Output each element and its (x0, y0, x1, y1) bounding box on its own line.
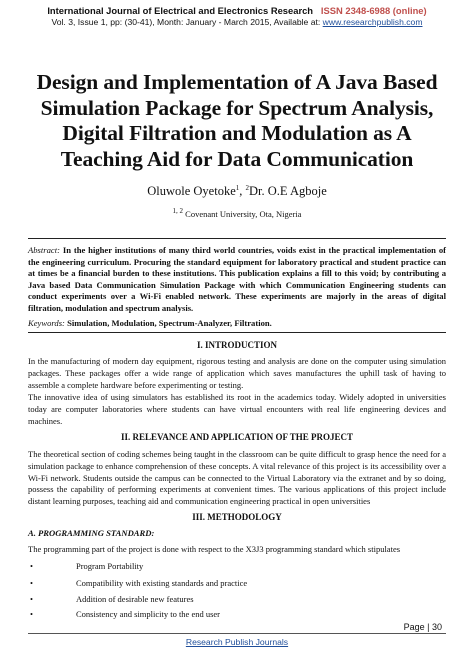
list-item-text: Consistency and simplicity to the end user (76, 609, 221, 619)
abstract-text: In the higher institutions of many third world countries, voids exist in the practical implementation of the engineering curriculum. Procuring the standard equipment for laboratory practical and student practice can at times be a financial burden to these institutions. This publication explains a fill to this void; by contributing a Java based Data Communication Simulation Package with which Communication Engineering students can conduct experiments over a Wi-Fi enabled network. These experiments are majorly in the areas of digital filtration, modulation and spectrum analysis. (28, 245, 446, 313)
author-1: Oluwole Oyetoke (147, 184, 236, 199)
section-heading-methodology: III. METHODOLOGY (192, 512, 282, 522)
page-number: Page | 30 (403, 622, 442, 632)
paper-title: Design and Implementation of A Java Based Simulation Package for Spectrum Analysis, Digital Filtration and Modulation as A Teaching Aid for Data Communication (36, 70, 438, 171)
author-2: Dr. O.E Agboje (249, 184, 327, 199)
abstract-bottom-rule (28, 332, 446, 333)
keywords-text: Simulation, Modulation, Spectrum-Analyzer, Filtration. (67, 318, 272, 328)
keywords (28, 318, 446, 329)
methodology-paragraph: The programming part of the project is done with respect to the X3J3 programming standard which stipulates (28, 544, 401, 554)
volume-info: Vol. 3, Issue 1, pp: (30-41), Month: January - March 2015, Available at: (51, 17, 321, 27)
affiliation (0, 206, 474, 220)
journal-header (0, 5, 474, 28)
footer-link[interactable]: Research Publish Journals (185, 637, 289, 647)
subsection-heading-programming-standard: A. PROGRAMMING STANDARD: (28, 528, 155, 538)
relevance-paragraph: The theoretical section of coding schemes being taught in the classroom can be quite difficult to grasp hence the need for a simulation package to enhance comprehension of these concepts. A vital relevance of this project is its accessibility over a Wi-Fi network. Students outside the campus can be connected to the Virtual Laboratory via the extranet and by so doing, possess the capability of performing experiments at convenient times. The various applications of this project include distant learning purposes, teaching aid and communication engineering practical in open universities (28, 449, 446, 507)
issn: ISSN 2348-6988 (online) (320, 5, 427, 16)
bullet-icon: • (30, 609, 33, 619)
abstract (28, 245, 446, 315)
author-separator: , (239, 184, 246, 199)
journal-name: International Journal of Electrical and Electronics Research (47, 5, 314, 16)
author-2-sup: 2 (245, 184, 249, 192)
footer-divider (28, 633, 446, 634)
affiliation-sup: 1, 2 (172, 207, 184, 215)
list-item-text: Program Portability (76, 561, 144, 571)
intro-paragraph-2: The innovative idea of using simulators has established its root in the academics today. Widely adopted in universities today are computer laboratories where students can have virtual encounters with real life engineering devices and machines. (28, 392, 446, 426)
list-item-text: Addition of desirable new features (76, 594, 194, 604)
keywords-label: Keywords: (28, 318, 65, 328)
bullet-icon: • (30, 578, 33, 588)
journal-volume-line (0, 17, 474, 28)
journal-website-link[interactable]: www.researchpublish.com (322, 17, 423, 27)
abstract-label: Abstract: (28, 245, 60, 255)
list-item-text: Compatibility with existing standards and practice (76, 578, 248, 588)
affiliation-text: Covenant University, Ota, Nigeria (185, 208, 302, 219)
section-heading-introduction: I. INTRODUCTION (196, 340, 277, 350)
section-heading-relevance: II. RELEVANCE AND APPLICATION OF THE PROJECT (121, 432, 353, 442)
journal-title-line (0, 5, 474, 17)
bullet-icon: • (30, 594, 33, 604)
abstract-top-rule (28, 238, 446, 239)
intro-paragraph-1: In the manufacturing of modern day equipment, rigorous testing and analysis are done on the computer using simulation packages. These packages offer a wide range of application which saves manufactures the uphill task of having to assemble a complete hardware before experimenting or testing. (28, 356, 446, 390)
bullet-icon: • (30, 561, 33, 571)
author-1-sup: 1 (235, 184, 240, 192)
author-line (0, 181, 474, 199)
